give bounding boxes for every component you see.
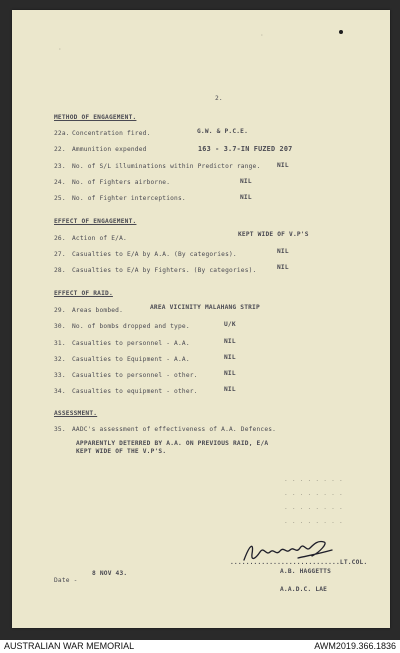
item-number: 26.	[54, 235, 66, 242]
item-label: Casualties to personnel - other.	[72, 372, 198, 379]
item-value: G.W. & P.C.E.	[197, 128, 249, 135]
item-number: 35.	[54, 426, 66, 433]
section-heading: EFFECT OF RAID.	[54, 290, 113, 297]
ink-dot	[339, 30, 343, 34]
item-label: No. of Fighter interceptions.	[72, 195, 186, 202]
item-number: 28.	[54, 267, 66, 274]
date-label: Date -	[54, 577, 78, 584]
page-number: 2.	[215, 95, 223, 102]
bleed-mark: . . . . . . . .	[284, 504, 343, 511]
item-number: 22a.	[54, 130, 70, 137]
footer-institution: AUSTRALIAN WAR MEMORIAL	[4, 641, 135, 651]
item-number: 23.	[54, 163, 66, 170]
item-number: 22.	[54, 146, 66, 153]
bleed-mark: ·	[260, 32, 264, 39]
item-label: No. of S/L illuminations within Predictor range.	[72, 163, 261, 170]
item-label: Areas bombed.	[72, 307, 124, 314]
item-label: Casualties to personnel - A.A.	[72, 340, 190, 347]
item-number: 24.	[54, 179, 66, 186]
item-label: Casualties to E/A by A.A. (By categories).	[72, 251, 237, 258]
signatory-appointment: A.A.D.C. LAE	[280, 586, 328, 593]
item-value: AREA VICINITY MALAHANG STRIP	[150, 304, 260, 311]
footer-accession-number: AWM2019.366.1836	[314, 641, 396, 651]
item-value: NIL	[224, 370, 236, 377]
item-label: No. of bombs dropped and type.	[72, 323, 190, 330]
item-value: NIL	[224, 386, 236, 393]
signatory-name: A.B. HAGGETTS	[280, 568, 332, 575]
item-number: 34.	[54, 388, 66, 395]
item-value: U/K	[224, 321, 236, 328]
item-number: 33.	[54, 372, 66, 379]
archive-footer	[0, 640, 400, 653]
item-label: Ammunition expended	[72, 146, 147, 153]
section-heading: ASSESSMENT.	[54, 410, 98, 417]
signature-rank-line: ............................LT.COL.	[230, 559, 368, 566]
item-label: Casualties to equipment - other.	[72, 388, 198, 395]
item-value: NIL	[277, 264, 289, 271]
item-value: NIL	[240, 194, 252, 201]
item-value: NIL	[240, 178, 252, 185]
item-label: Concentration fired.	[72, 130, 151, 137]
item-value: NIL	[277, 162, 289, 169]
assessment-line: KEPT WIDE OF THE V.P'S.	[76, 448, 167, 455]
item-label: Action of E/A.	[72, 235, 127, 242]
section-heading: METHOD OF ENGAGEMENT.	[54, 114, 137, 121]
document-page	[12, 10, 390, 628]
date-value: 8 NOV 43.	[92, 570, 128, 577]
bleed-mark: . . . . . . . .	[284, 476, 343, 483]
item-number: 25.	[54, 195, 66, 202]
item-label: Casualties to Equipment - A.A.	[72, 356, 190, 363]
item-number: 30.	[54, 323, 66, 330]
assessment-line: APPARENTLY DETERRED BY A.A. ON PREVIOUS RAID, E/A	[76, 440, 269, 447]
item-label: AADC's assessment of effectiveness of A.A. Defences.	[72, 426, 277, 433]
item-number: 29.	[54, 307, 66, 314]
section-heading: EFFECT OF ENGAGEMENT.	[54, 218, 137, 225]
item-number: 31.	[54, 340, 66, 347]
item-label: Casualties to E/A by Fighters. (By categories).	[72, 267, 257, 274]
bleed-mark: . . . . . . . .	[284, 490, 343, 497]
item-value: 163 - 3.7-IN FUZED 207	[198, 145, 293, 153]
item-number: 32.	[54, 356, 66, 363]
item-value: NIL	[224, 338, 236, 345]
item-number: 27.	[54, 251, 66, 258]
item-label: No. of Fighters airborne.	[72, 179, 171, 186]
item-value: NIL	[224, 354, 236, 361]
item-value: KEPT WIDE OF V.P'S	[238, 231, 309, 238]
item-value: NIL	[277, 248, 289, 255]
bleed-mark: . . . . . . . .	[284, 518, 343, 525]
bleed-mark: ·	[58, 46, 62, 53]
